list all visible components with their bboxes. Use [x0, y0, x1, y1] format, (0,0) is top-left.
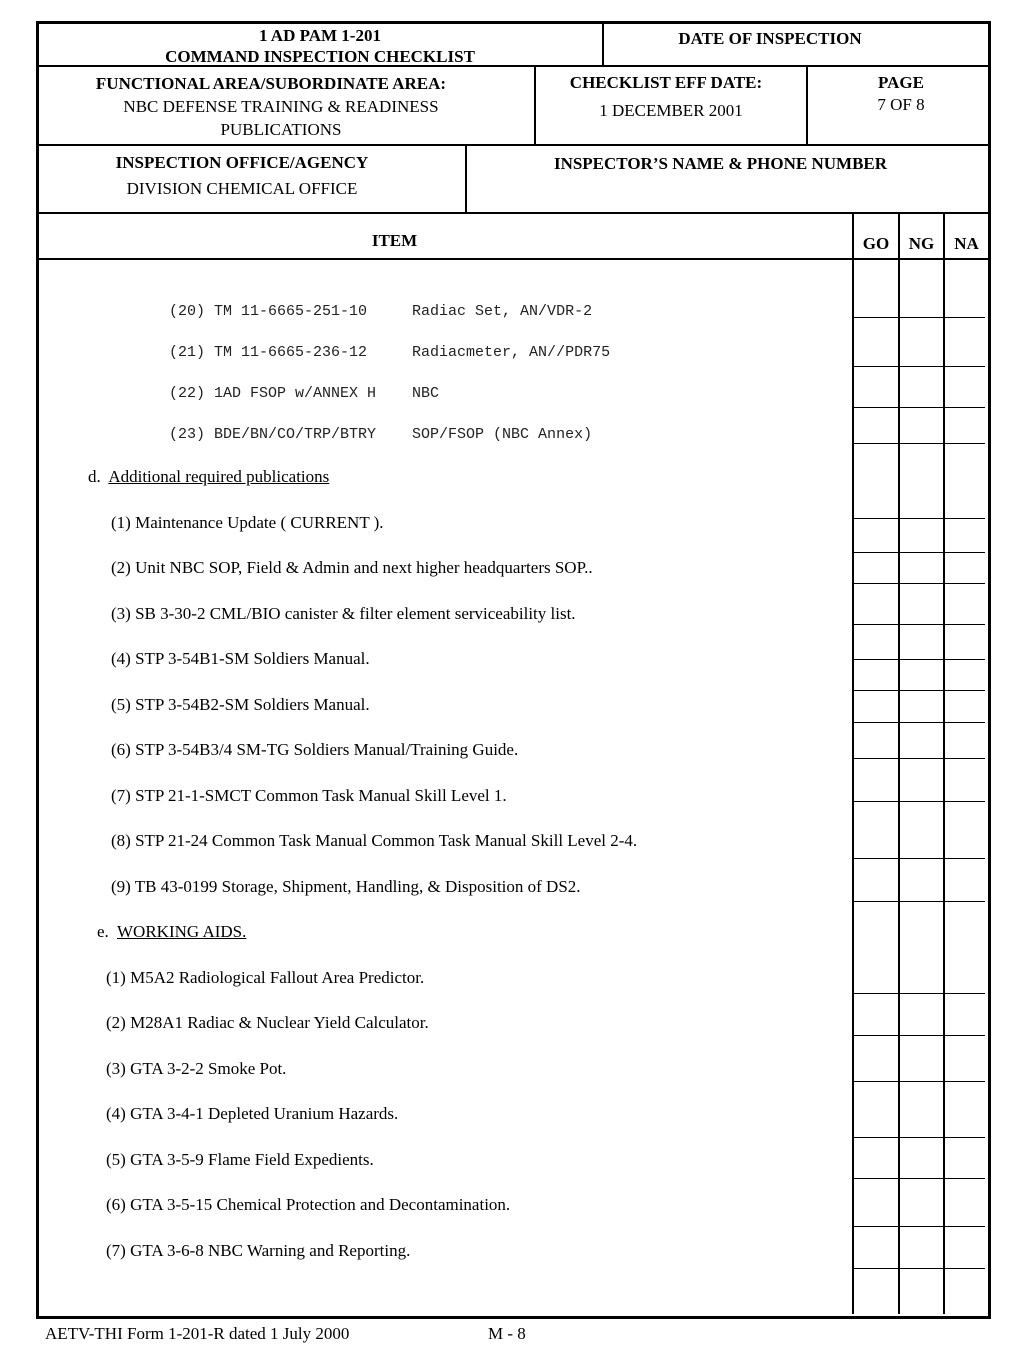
section-d-item-5: (5) STP 3-54B2-SM Soldiers Manual. — [111, 695, 370, 714]
item-column-header: ITEM — [371, 231, 418, 250]
section-e-item-3: (3) GTA 3-2-2 Smoke Pot. — [106, 1059, 287, 1078]
section-d-heading — [88, 467, 329, 487]
grid-line — [853, 317, 985, 318]
footer-page-code: M - 8 — [488, 1324, 526, 1343]
grid-line — [853, 1035, 985, 1036]
grid-line — [853, 1081, 985, 1082]
section-e-item-6: (6) GTA 3-5-15 Chemical Protection and Decontamination. — [106, 1195, 511, 1214]
section-e-title: WORKING AIDS. — [117, 922, 247, 941]
section-d-item-8: (8) STP 21-24 Common Task Manual Common Task Manual Skill Level 2-4. — [111, 831, 638, 850]
tm-item-22: (22) 1AD FSOP w/ANNEX H NBC — [169, 385, 440, 402]
grid-line — [853, 1226, 985, 1227]
pam-number: 1 AD PAM 1-201 — [259, 26, 381, 45]
grid-line — [853, 993, 985, 994]
column-divider-ng — [898, 212, 900, 1314]
tm-item-23: (23) BDE/BN/CO/TRP/BTRY SOP/FSOP (NBC Annex) — [169, 426, 593, 443]
grid-line — [853, 443, 985, 444]
header-vdivider-office — [465, 144, 467, 214]
section-e-item-7: (7) GTA 3-6-8 NBC Warning and Reporting. — [106, 1241, 411, 1260]
checklist-title: COMMAND INSPECTION CHECKLIST — [165, 47, 475, 65]
section-e-heading — [97, 922, 246, 942]
header-divider-3 — [36, 212, 988, 214]
date-of-inspection-label: DATE OF INSPECTION — [678, 29, 862, 48]
functional-area-value-line2: PUBLICATIONS — [220, 120, 342, 139]
section-d-title: Additional required publications — [108, 467, 330, 486]
section-e-item-5: (5) GTA 3-5-9 Flame Field Expedients. — [106, 1150, 374, 1169]
header-vdivider-date — [602, 21, 604, 66]
na-column-header: NA — [954, 234, 979, 253]
grid-line — [853, 1178, 985, 1179]
tm-item-21: (21) TM 11-6665-236-12 Radiacmeter, AN//PDR75 — [169, 344, 611, 361]
form-frame — [36, 21, 991, 1319]
ng-column-header: NG — [908, 234, 935, 253]
section-d-item-6: (6) STP 3-54B3/4 SM-TG Soldiers Manual/Training Guide. — [111, 740, 519, 759]
header-divider-2 — [36, 144, 988, 146]
grid-line — [853, 659, 985, 660]
footer-form-id: AETV-THI Form 1-201-R dated 1 July 2000 — [45, 1324, 350, 1343]
section-d-item-4: (4) STP 3-54B1-SM Soldiers Manual. — [111, 649, 370, 668]
section-d-item-3: (3) SB 3-30-2 CML/BIO canister & filter element serviceability list. — [111, 604, 576, 623]
grid-line — [853, 901, 985, 902]
column-header-divider — [36, 258, 988, 260]
tm-item-20: (20) TM 11-6665-251-10 Radiac Set, AN/VDR-2 — [169, 303, 593, 320]
eff-date-label: CHECKLIST EFF DATE: — [569, 73, 763, 92]
grid-line — [853, 1268, 985, 1269]
section-d-prefix: d. — [88, 467, 101, 486]
grid-line — [853, 407, 985, 408]
column-divider-na — [943, 212, 945, 1314]
page-label: PAGE — [878, 73, 924, 92]
section-e-item-1: (1) M5A2 Radiological Fallout Area Predictor. — [106, 968, 425, 987]
grid-line — [853, 722, 985, 723]
section-d-item-7: (7) STP 21-1-SMCT Common Task Manual Skill Level 1. — [111, 786, 507, 805]
inspection-office-value: DIVISION CHEMICAL OFFICE — [126, 179, 358, 198]
functional-area-label: FUNCTIONAL AREA/SUBORDINATE AREA: — [95, 74, 447, 93]
grid-line — [853, 801, 985, 802]
section-d-item-2: (2) Unit NBC SOP, Field & Admin and next higher headquarters SOP.. — [111, 558, 593, 577]
section-e-item-2: (2) M28A1 Radiac & Nuclear Yield Calculator. — [106, 1013, 429, 1032]
inspection-office-label: INSPECTION OFFICE/AGENCY — [115, 153, 369, 172]
grid-line — [853, 690, 985, 691]
grid-line — [853, 583, 985, 584]
grid-line — [853, 758, 985, 759]
grid-line — [853, 518, 985, 519]
grid-line — [853, 858, 985, 859]
header-divider-1 — [36, 65, 988, 67]
section-e-prefix: e. — [97, 922, 109, 941]
page-value: 7 OF 8 — [877, 95, 925, 114]
grid-line — [853, 552, 985, 553]
grid-line — [853, 366, 985, 367]
functional-area-value-line1: NBC DEFENSE TRAINING & READINESS — [123, 97, 439, 116]
column-divider-go — [852, 212, 854, 1314]
section-e-item-4: (4) GTA 3-4-1 Depleted Uranium Hazards. — [106, 1104, 399, 1123]
section-d-item-1: (1) Maintenance Update ( CURRENT ). — [111, 513, 384, 532]
inspector-name-label: INSPECTOR’S NAME & PHONE NUMBER — [553, 154, 888, 173]
go-column-header: GO — [862, 234, 890, 253]
eff-date-value: 1 DECEMBER 2001 — [599, 101, 743, 120]
section-d-item-9: (9) TB 43-0199 Storage, Shipment, Handling, & Disposition of DS2. — [111, 877, 581, 896]
grid-line — [853, 624, 985, 625]
grid-line — [853, 1137, 985, 1138]
